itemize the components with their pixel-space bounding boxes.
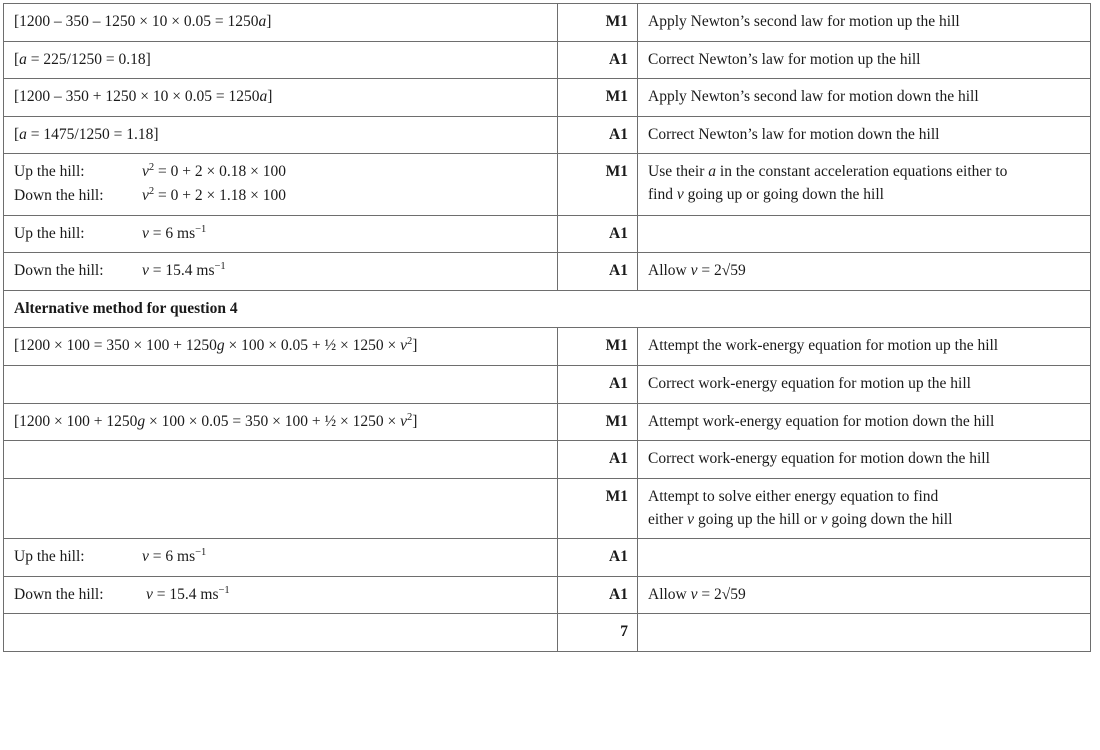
exponent: −1 (214, 261, 226, 273)
variable-g: g (216, 337, 225, 355)
comment-cell (638, 154, 1091, 215)
mark-code: A1 (558, 441, 638, 479)
table-row (4, 116, 1091, 154)
comment-cell: Attempt the work-energy equation for motion up the hill (638, 328, 1091, 366)
variable-v: v (820, 510, 828, 528)
table-row (4, 366, 1091, 404)
equation-tail: = 6 ms (148, 548, 196, 566)
bracket-open: [ (14, 50, 20, 68)
equation-tail: = 1475/1250 = 1.18] (26, 125, 159, 143)
working-cell (4, 154, 558, 215)
table-row (4, 539, 1091, 577)
mark-code: M1 (558, 403, 638, 441)
comment-cell: Apply Newton’s second law for motion up the hill (638, 4, 1091, 42)
exponent: 2 (407, 411, 413, 423)
bracket-close: ] (412, 337, 418, 355)
alternative-method-heading: Alternative method for question 4 (4, 290, 1091, 328)
variable-a: a (19, 125, 27, 143)
table-row (4, 79, 1091, 117)
label-up-the-hill: Up the hill: (14, 224, 85, 242)
working-cell (4, 478, 558, 538)
working-cell (4, 403, 558, 441)
table-row (4, 403, 1091, 441)
working-cell (4, 79, 558, 117)
total-marks: 7 (558, 614, 638, 652)
variable-v: v (400, 412, 407, 430)
mark-code: A1 (558, 366, 638, 404)
table-row (4, 253, 1091, 291)
label-down-the-hill: Down the hill: (14, 187, 104, 205)
table-row (4, 154, 1091, 215)
working-cell (4, 41, 558, 79)
comment-line-1 (648, 162, 1081, 183)
variable-v: v (142, 548, 149, 566)
table-row-heading (4, 290, 1091, 328)
variable-a: a (708, 163, 717, 181)
working-cell (4, 253, 558, 291)
working-cell (4, 539, 558, 577)
exponent: −1 (218, 584, 230, 596)
comment-cell (638, 614, 1091, 652)
mark-code: A1 (558, 116, 638, 154)
working-cell (4, 366, 558, 404)
equation-tail: = 6 ms (148, 224, 196, 242)
variable-v: v (142, 163, 149, 181)
variable-a: a (258, 13, 267, 30)
variable-a: a (259, 88, 268, 106)
mark-code: M1 (558, 478, 638, 538)
comment-text: Allow (648, 585, 691, 603)
comment-text: find (648, 186, 677, 204)
variable-v: v (400, 337, 407, 355)
bracket-close: ] (412, 412, 418, 430)
comment-text: Use their (648, 163, 709, 181)
comment-text: in the constant acceleration equations either to (716, 163, 1008, 181)
mark-code: M1 (558, 328, 638, 366)
equation-text: [1200 – 350 + 1250 × 10 × 0.05 = 1250 (14, 88, 260, 106)
variable-v: v (142, 187, 149, 205)
mark-code: A1 (558, 253, 638, 291)
comment-text: going up or going down the hill (683, 186, 884, 204)
mark-code: M1 (558, 154, 638, 215)
exponent: −1 (195, 223, 207, 235)
comment-cell (638, 576, 1091, 614)
equation-tail: = 15.4 ms (152, 585, 219, 603)
equation-tail: ] (266, 13, 272, 30)
equation-text: [1200 × 100 + 1250 (14, 412, 138, 430)
working-cell (4, 328, 558, 366)
comment-cell (638, 215, 1091, 253)
equation-tail: = 15.4 ms (148, 262, 215, 280)
equation-line-up (14, 162, 548, 183)
equation-tail: = 0 + 2 × 1.18 × 100 (154, 187, 286, 205)
bracket-open: [ (14, 125, 20, 143)
comment-cell (638, 478, 1091, 538)
comment-cell: Correct work-energy equation for motion down the hill (638, 441, 1091, 479)
mark-code: M1 (558, 4, 638, 42)
label-down-the-hill: Down the hill: (14, 262, 104, 280)
variable-g: g (137, 412, 146, 430)
comment-text: going up the hill or (694, 510, 821, 528)
mark-code: A1 (558, 215, 638, 253)
equation-text: × 100 × 0.05 = 350 × 100 + ½ × 1250 × (145, 412, 401, 430)
comment-cell (638, 253, 1091, 291)
label-up-the-hill: Up the hill: (14, 163, 85, 181)
exponent: 2 (148, 185, 155, 197)
equation-tail: = 225/1250 = 0.18] (26, 50, 151, 68)
comment-cell: Correct work-energy equation for motion up the hill (638, 366, 1091, 404)
exponent: −1 (195, 546, 207, 558)
table-row-total (4, 614, 1091, 652)
exponent: 2 (407, 336, 413, 348)
comment-cell: Attempt work-energy equation for motion down the hill (638, 403, 1091, 441)
comment-text: either (648, 510, 688, 528)
comment-text: = 2√59 (697, 262, 746, 280)
equation-line-down (14, 186, 548, 207)
table-row (4, 41, 1091, 79)
comment-text: = 2√59 (697, 585, 746, 603)
equation-text: × 100 × 0.05 + ½ × 1250 × (224, 337, 401, 355)
table-row (4, 441, 1091, 479)
comment-line-1: Attempt to solve either energy equation to find (648, 487, 939, 505)
comment-cell: Apply Newton’s second law for motion down the hill (638, 79, 1091, 117)
working-cell (4, 215, 558, 253)
label-down-the-hill: Down the hill: (14, 585, 104, 603)
equation-text: [1200 – 350 – 1250 × 10 × 0.05 = 1250 (14, 13, 259, 30)
table-row (4, 4, 1091, 42)
table-row (4, 328, 1091, 366)
table-row (4, 215, 1091, 253)
table-row (4, 576, 1091, 614)
variable-v: v (690, 585, 698, 603)
mark-code: A1 (558, 41, 638, 79)
working-cell (4, 614, 558, 652)
variable-v: v (142, 224, 149, 242)
comment-cell (638, 539, 1091, 577)
equation-tail: = 0 + 2 × 0.18 × 100 (154, 163, 286, 181)
mark-scheme-table (3, 3, 1091, 652)
label-up-the-hill: Up the hill: (14, 548, 85, 566)
variable-v: v (687, 510, 695, 528)
mark-code: A1 (558, 576, 638, 614)
mark-code: A1 (558, 539, 638, 577)
variable-v: v (146, 585, 153, 603)
exponent: 2 (148, 162, 155, 174)
table-row (4, 478, 1091, 538)
working-cell (4, 441, 558, 479)
comment-text: going down the hill (827, 510, 953, 528)
variable-v: v (142, 262, 149, 280)
variable-v: v (690, 262, 698, 280)
equation-text: [1200 × 100 = 350 × 100 + 1250 (14, 337, 217, 355)
comment-cell: Correct Newton’s law for motion down the hill (638, 116, 1091, 154)
equation-tail: ] (267, 88, 273, 106)
comment-line-2 (648, 510, 1081, 531)
comment-text: Allow (648, 262, 691, 280)
working-cell (4, 116, 558, 154)
variable-a: a (19, 50, 27, 68)
working-cell (4, 576, 558, 614)
variable-v: v (676, 186, 684, 204)
comment-cell: Correct Newton’s law for motion up the hill (638, 41, 1091, 79)
comment-line-2 (648, 185, 1081, 206)
mark-code: M1 (558, 79, 638, 117)
working-cell (4, 4, 558, 42)
